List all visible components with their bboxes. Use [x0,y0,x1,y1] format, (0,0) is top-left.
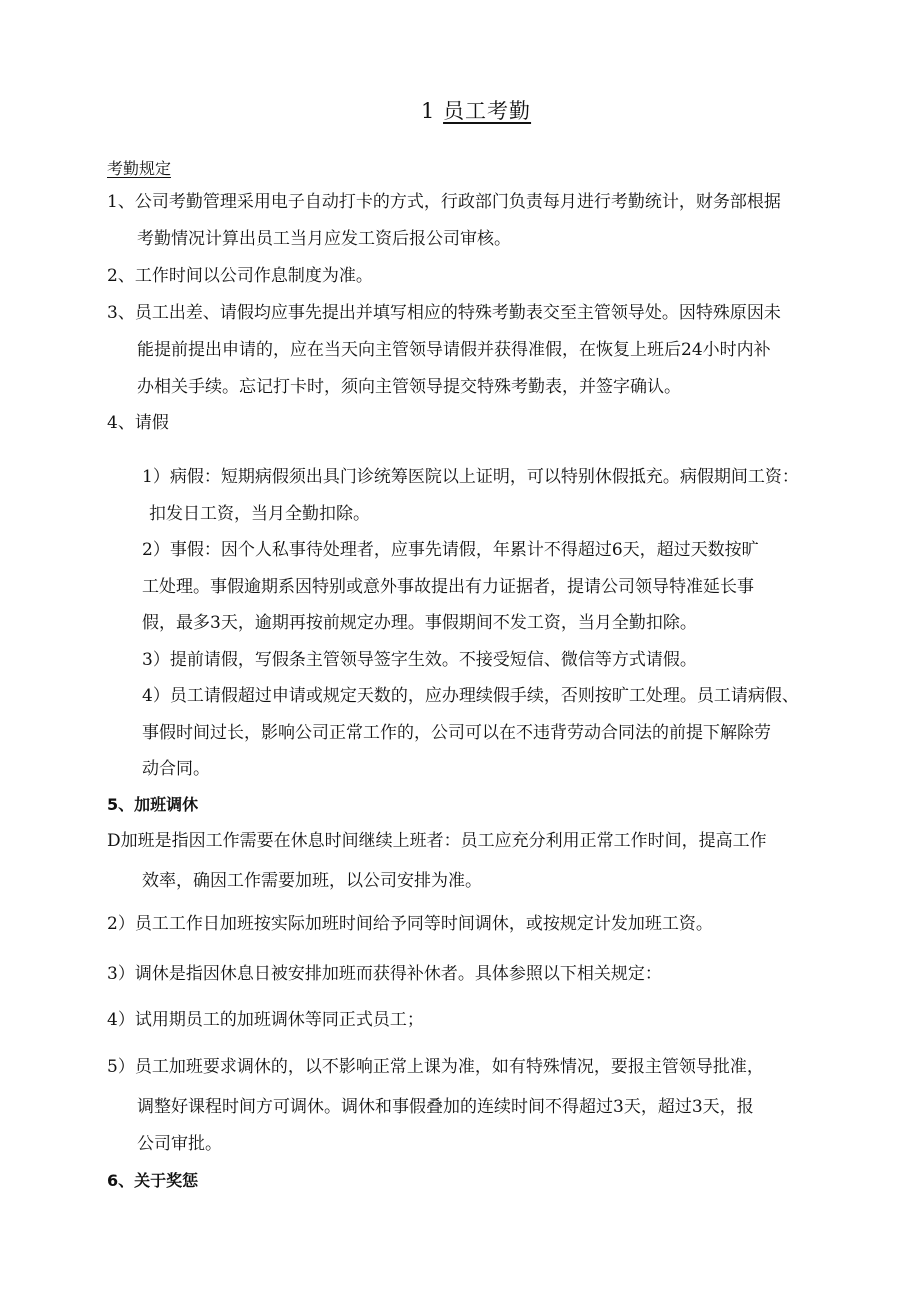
paragraph-line: D加班是指因工作需要在休息时间继续上班者：员工应充分利用正常工作时间，提高工作 [107,831,767,851]
paragraph-line: 3）调休是指因休息日被安排加班而获得补休者。具体参照以下相关规定： [107,964,662,984]
paragraph-line: 2）事假：因个人私事待处理者，应事先请假，年累计不得超过6天，超过天数按旷 [142,540,759,560]
paragraph-line: 2、工作时间以公司作息制度为准。 [107,266,373,286]
paragraph-line: 假，最多3天，逾期再按前规定办理。事假期间不发工资，当月全勤扣除。 [142,613,697,633]
paragraph-line: 动合同。 [142,759,210,779]
section-heading-attendance: 考勤规定 [107,159,172,178]
paragraph-line: 4）试用期员工的加班调休等同正式员工； [107,1010,424,1030]
paragraph-line: 效率，确因工作需要加班，以公司安排为准。 [142,871,482,891]
paragraph-line: 事假时间过长，影响公司正常工作的，公司可以在不违背劳动合同法的前提下解除劳 [142,723,771,743]
paragraph-line: 4）员工请假超过申请或规定天数的，应办理续假手续，否则按旷工处理。员工请病假、 [142,686,799,706]
paragraph-line: 2）员工工作日加班按实际加班时间给予同等时间调休，或按规定计发加班工资。 [107,914,713,934]
paragraph-line: 调整好课程时间方可调休。调休和事假叠加的连续时间不得超过3天，超过3天，报 [137,1097,754,1117]
paragraph-line: 考勤情况计算出员工当月应发工资后报公司审核。 [137,229,511,249]
paragraph-line: 1、公司考勤管理采用电子自动打卡的方式，行政部门负责每月进行考勤统计，财务部根据 [107,192,781,212]
title-text: 员工考勤 [443,99,532,123]
section-heading-rewards: 6、关于奖惩 [107,1171,199,1190]
paragraph-line: 3、员工出差、请假均应事先提出并填写相应的特殊考勤表交至主管领导处。因特殊原因未 [107,303,781,323]
paragraph-line: 办相关手续。忘记打卡时，须向主管领导提交特殊考勤表，并签字确认。 [137,377,681,397]
paragraph-line: 1）病假：短期病假须出具门诊统筹医院以上证明，可以特别休假抵充。病假期间工资： [142,467,799,487]
paragraph-line: 5）员工加班要求调休的，以不影响正常上课为准，如有特殊情况，要报主管领导批准， [107,1057,764,1077]
paragraph-line: 工处理。事假逾期系因特别或意外事故提出有力证据者，提请公司领导特准延长事 [142,577,754,597]
paragraph-line: 能提前提出申请的，应在当天向主管领导请假并获得准假，在恢复上班后24小时内补 [137,340,771,360]
paragraph-line: 公司审批。 [137,1134,222,1154]
section-heading-overtime: 5、加班调休 [107,795,199,814]
title-number: 1 [421,99,436,123]
paragraph-line: 4、请假 [107,413,169,433]
paragraph-line: 3）提前请假，写假条主管领导签字生效。不接受短信、微信等方式请假。 [142,650,697,670]
page-title [421,100,531,122]
paragraph-line: 扣发日工资，当月全勤扣除。 [149,504,370,524]
